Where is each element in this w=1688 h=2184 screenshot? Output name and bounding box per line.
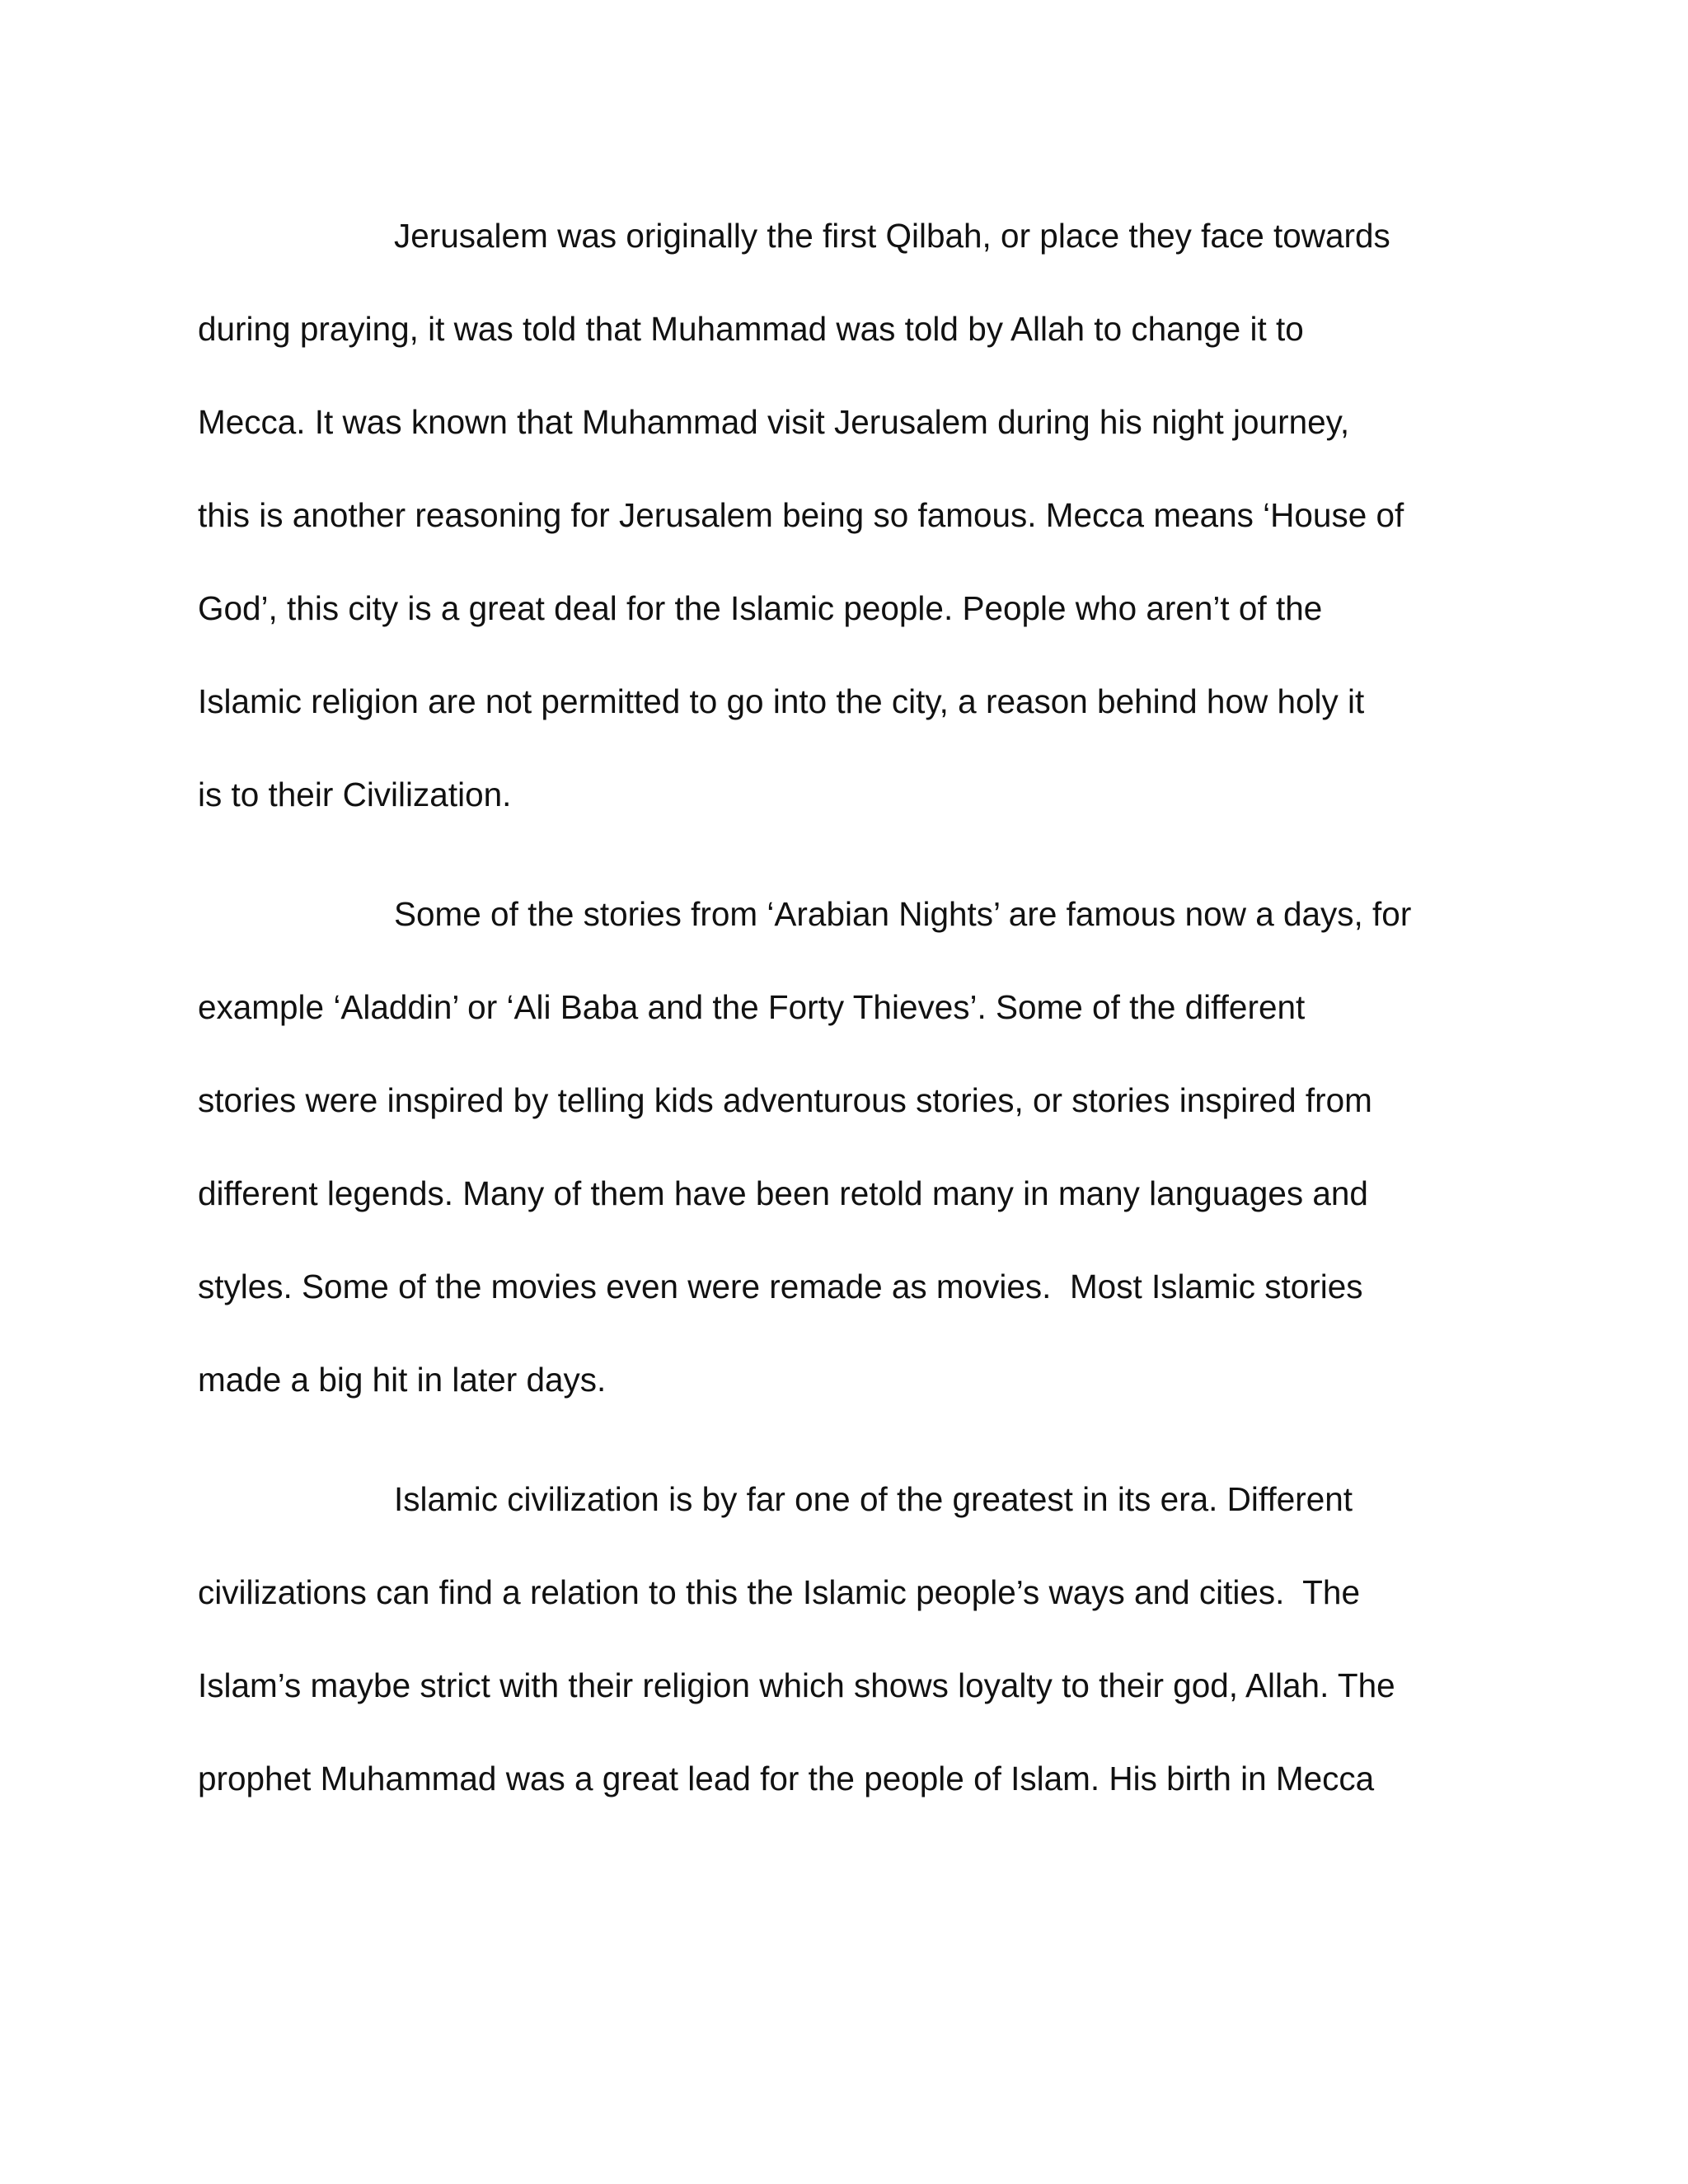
paragraph-arabian-nights xyxy=(198,868,1493,1427)
paragraph-line: during praying, it was told that Muhammad was told by Allah to change it to xyxy=(198,310,1304,348)
paragraph-line: civilizations can find a relation to this the Islamic people’s ways and cities. The xyxy=(198,1573,1360,1611)
paragraph-line: Mecca. It was known that Muhammad visit Jerusalem during his night journey, xyxy=(198,403,1350,441)
paragraph-line: styles. Some of the movies even were remade as movies. Most Islamic stories xyxy=(198,1268,1363,1305)
paragraph-line: different legends. Many of them have been retold many in many languages and xyxy=(198,1174,1368,1212)
paragraph-line: Jerusalem was originally the first Qilbah, or place they face towards xyxy=(394,217,1390,255)
paragraph-line: God’, this city is a great deal for the Islamic people. People who aren’t of the xyxy=(198,589,1323,627)
paragraph-line: Islam’s maybe strict with their religion which shows loyalty to their god, Allah. The xyxy=(198,1666,1395,1704)
paragraph-line: made a big hit in later days. xyxy=(198,1361,607,1399)
paragraph-jerusalem-mecca xyxy=(198,190,1493,841)
paragraph-line: is to their Civilization. xyxy=(198,776,512,813)
paragraph-line: Islamic civilization is by far one of the greatest in its era. Different xyxy=(394,1480,1353,1518)
paragraph-line: prophet Muhammad was a great lead for the people of Islam. His birth in Mecca xyxy=(198,1760,1375,1797)
paragraph-line: example ‘Aladdin’ or ‘Ali Baba and the Forty Thieves’. Some of the different xyxy=(198,988,1306,1026)
paragraph-line: Islamic religion are not permitted to go into the city, a reason behind how holy it xyxy=(198,682,1365,720)
document-body xyxy=(198,190,1493,1852)
paragraph-islamic-civilization xyxy=(198,1453,1493,1825)
paragraph-line: this is another reasoning for Jerusalem being so famous. Mecca means ‘House of xyxy=(198,496,1404,534)
paragraph-line: Some of the stories from ‘Arabian Nights’ are famous now a days, for xyxy=(394,895,1412,933)
paragraph-line: stories were inspired by telling kids adventurous stories, or stories inspired from xyxy=(198,1081,1372,1119)
